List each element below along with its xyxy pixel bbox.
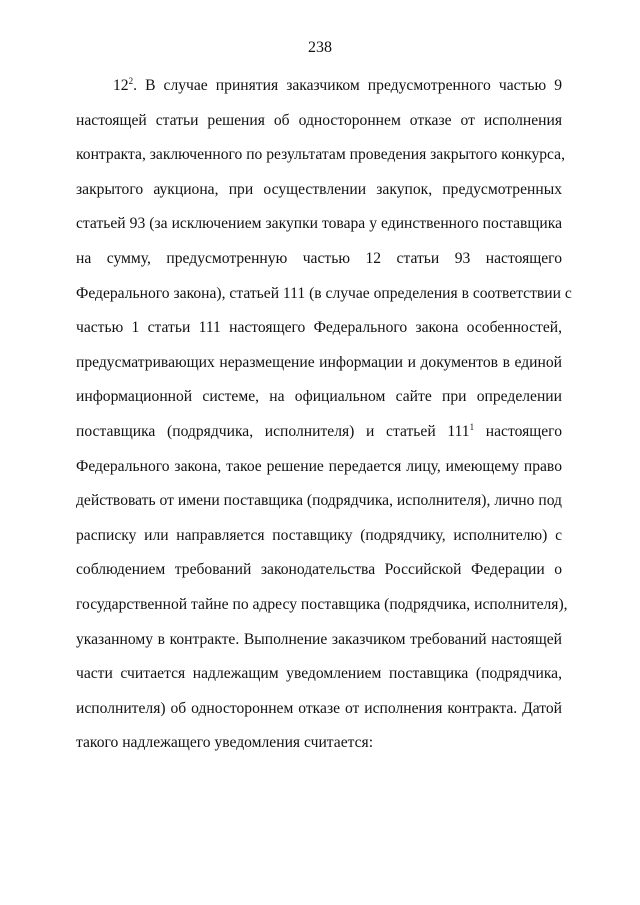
paragraph-line-text: случае принятия заказчиком предусмотренного частью 9 [155, 77, 562, 94]
paragraph-marker-superscript: 2 [128, 76, 134, 86]
article-superscript: 1 [469, 421, 475, 432]
paragraph-marker-base: 12 [113, 77, 129, 94]
paragraph-line: Федерального закона), статьей 111 (в случае определения в соответствии с [76, 284, 572, 302]
paragraph-marker [113, 77, 155, 94]
paragraph-line: расписку или направляется поставщику (подрядчику, исполнителю) с [76, 526, 562, 544]
page-number: 238 [308, 39, 332, 56]
paragraph-line: указанному в контракте. Выполнение заказчиком требований настоящей [76, 630, 562, 648]
paragraph-line: настоящей статьи решения об одностороннем отказе от исполнения [76, 111, 562, 129]
paragraph-line: предусматривающих неразмещение информации и документов в единой [76, 353, 562, 371]
paragraph-line: исполнителя) об одностороннем отказе от исполнения контракта. Датой [76, 699, 562, 717]
paragraph-line: соблюдением требований законодательства Российской Федерации о [76, 561, 562, 579]
paragraph-line: части считается надлежащим уведомлением поставщика (подрядчика, [76, 665, 562, 683]
paragraph-line: закрытого аукциона, при осуществлении закупок, предусмотренных [76, 180, 562, 198]
paragraph-12-2 [76, 74, 572, 766]
paragraph-line-text: поставщика (подрядчика, исполнителя) и статьей 111 [76, 422, 470, 440]
paragraph-line-tail: настоящего [474, 422, 562, 440]
paragraph-line: статьей 93 (за исключением закупки товара у единственного поставщика [76, 215, 562, 233]
paragraph-line [76, 420, 562, 455]
paragraph-line: частью 1 статьи 111 настоящего Федерального закона особенностей, [76, 319, 562, 337]
paragraph-line: контракта, заключенного по результатам проведения закрытого конкурса, [76, 146, 565, 164]
paragraph-line: информационной системе, на официальном сайте при определении [76, 388, 562, 406]
paragraph-marker-suffix: . В [133, 77, 156, 94]
paragraph-line: действовать от имени поставщика (подрядчика, исполнителя), лично под [76, 492, 562, 510]
paragraph-line: на сумму, предусмотренную частью 12 статьи 93 настоящего [76, 249, 562, 267]
paragraph-line: Федерального закона, такое решение передается лицу, имеющему право [76, 457, 562, 475]
paragraph-line: государственной тайне по адресу поставщика (подрядчика, исполнителя), [76, 595, 568, 613]
paragraph-line [76, 74, 562, 109]
paragraph-line: такого надлежащего уведомления считается: [76, 734, 374, 752]
